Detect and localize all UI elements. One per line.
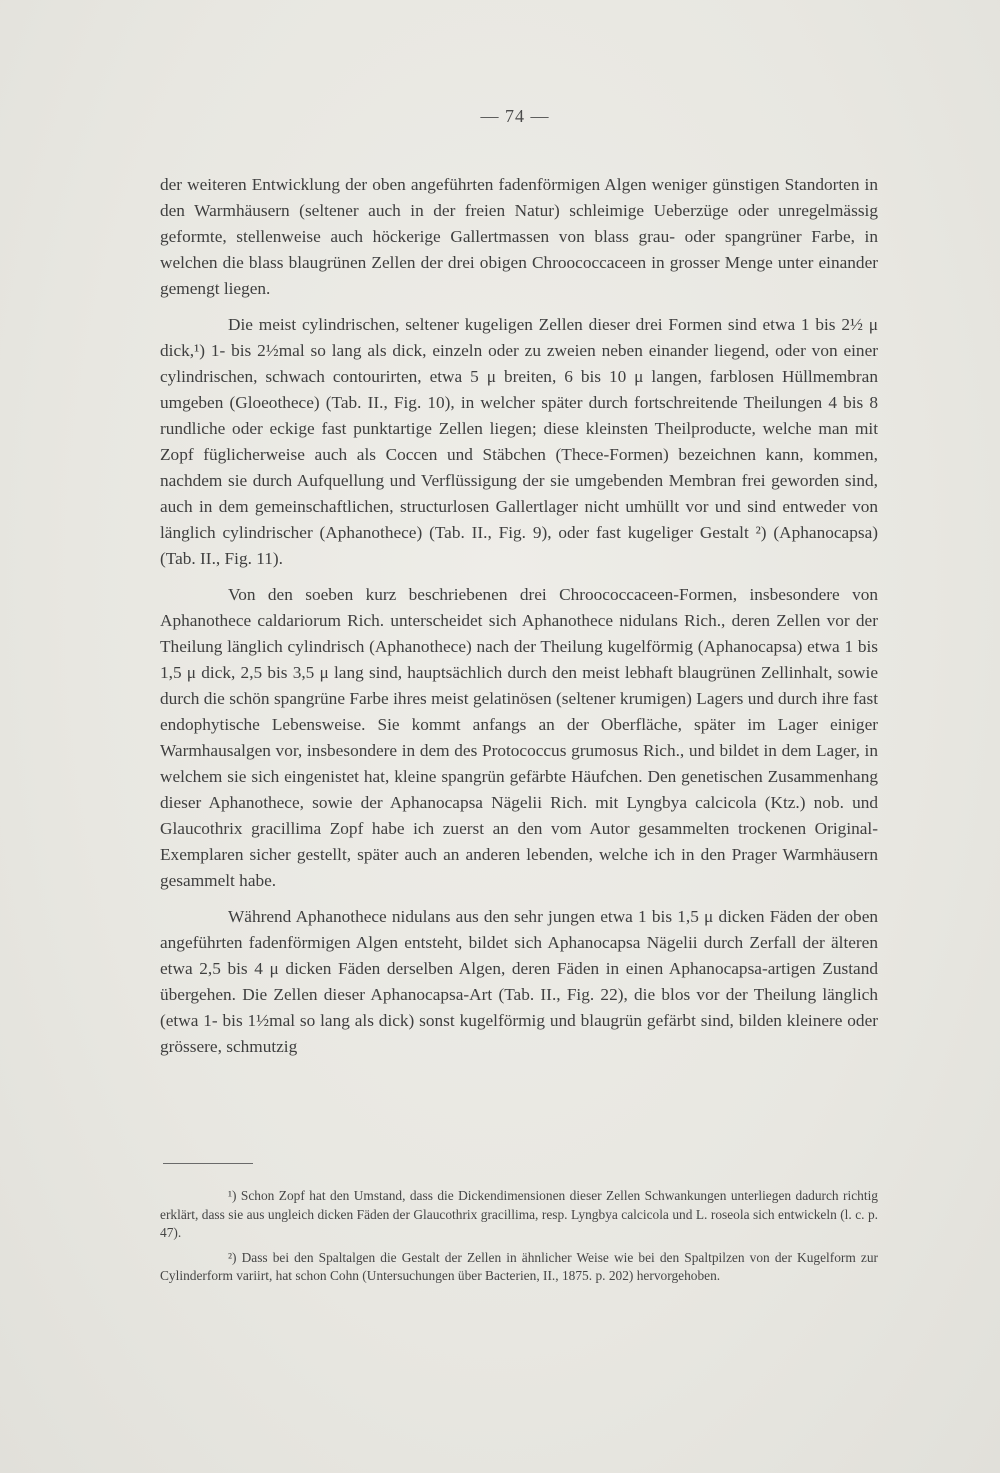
paragraph-3: Von den soeben kurz beschriebenen drei Chroococcaceen-Formen, insbesondere von Aphanothece caldariorum Rich. unterscheidet sich Aphanothece nidulans Rich., deren Zellen vor der Theilung länglich cylindrisch (Aphanothece) nach der Theilung kugelförmig (Aphanocapsa) etwa 1 bis 1,5 μ dick, 2,5 bis 3,5 μ lang sind, hauptsächlich durch den meist lebhaft blaugrünen Zellinhalt, sowie durch die schön spangrüne Farbe ihres meist gelatinösen (seltener krumigen) Lagers und durch ihre fast endophytische Lebensweise. Sie kommt anfangs an der Oberfläche, später im Lager einiger Warmhausalgen vor, insbesondere in dem des Protococcus grumosus Rich., und bildet in dem Lager, in welchem sie sich eingenistet hat, kleine spangrün gefärbte Häufchen. Den genetischen Zusammenhang dieser Aphanothece, sowie der Aphanocapsa Nägelii Rich. mit Lyngbya calcicola (Ktz.) nob. und Glaucothrix gracillima Zopf habe ich zuerst an den vom Autor gesammelten trockenen Original-Exemplaren sicher gestellt, später auch an anderen lebenden, welche ich in den Prager Warmhäusern gesammelt habe.: [160, 585, 878, 890]
main-text: [160, 172, 878, 1060]
footnote-1: ¹) Schon Zopf hat den Umstand, dass die Dickendimensionen dieser Zellen Schwankungen unterliegen dadurch richtig erklärt, dass sie aus ungleich dicken Fäden der Glaucothrix gracillima, resp. Lyngbya calcicola und L. roseola sich entwickeln (l. c. p. 47).: [160, 1188, 878, 1240]
page-number: — 74 —: [480, 106, 550, 126]
footnote-2: ²) Dass bei den Spaltalgen die Gestalt der Zellen in ähnlicher Weise wie bei den Spaltpilzen von der Kugelform zur Cylinderform variirt, hat schon Cohn (Untersuchungen über Bacterien, II., 1875. p. 202) hervorgehoben.: [160, 1249, 878, 1283]
footnote-divider: [163, 1163, 253, 1164]
paragraph-2: Die meist cylindrischen, seltener kugeligen Zellen dieser drei Formen sind etwa 1 bis 2½ μ dick,¹) 1- bis 2½mal so lang als dick, einzeln oder zu zweien neben einander liegend, oder von einer cylindrischen, schwach contourirten, etwa 5 μ breiten, 6 bis 10 μ langen, farblosen Hüllmembran umgeben (Gloeothece) (Tab. II., Fig. 10), in welcher später durch fortschreitende Theilungen 4 bis 8 rundliche oder eckige fast punktartige Zellen liegen; diese kleinsten Theilproducte, welche man mit Zopf füglicherweise auch als Coccen und Stäbchen (Thece-Formen) bezeichnen kann, kommen, nachdem sie durch Aufquellung und Verflüssigung der sie umgebenden Membran frei geworden sind, auch in dem gemeinschaftlichen, structurlosen Gallertlager nicht umhüllt vor und sind entweder von länglich cylindrischer (Aphanothece) (Tab. II., Fig. 9), oder fast kugeliger Gestalt ²) (Aphanocapsa) (Tab. II., Fig. 11).: [160, 315, 878, 568]
paragraph-1: der weiteren Entwicklung der oben angeführten fadenförmigen Algen weniger günstigen Standorten in den Warmhäusern (seltener auch in der freien Natur) schleimige Ueberzüge oder unregelmässig geformte, stellenweise auch höckerige Gallertmassen von blass grau- oder spangrüner Farbe, in welchen die blass blaugrünen Zellen der drei obigen Chroococcaceen in grosser Menge unter einander gemengt liegen.: [160, 175, 878, 298]
footnotes: [160, 1187, 878, 1286]
paragraph-4: Während Aphanothece nidulans aus den sehr jungen etwa 1 bis 1,5 μ dicken Fäden der oben angeführten fadenförmigen Algen entsteht, bildet sich Aphanocapsa Nägelii durch Zerfall der älteren etwa 2,5 bis 4 μ dicken Fäden derselben Algen, deren Fäden in einen Aphanocapsa-artigen Zustand übergehen. Die Zellen dieser Aphanocapsa-Art (Tab. II., Fig. 22), die blos vor der Theilung länglich (etwa 1- bis 1½mal so lang als dick) sonst kugelförmig und blaugrün gefärbt sind, bilden kleinere oder grössere, schmutzig: [160, 907, 878, 1056]
